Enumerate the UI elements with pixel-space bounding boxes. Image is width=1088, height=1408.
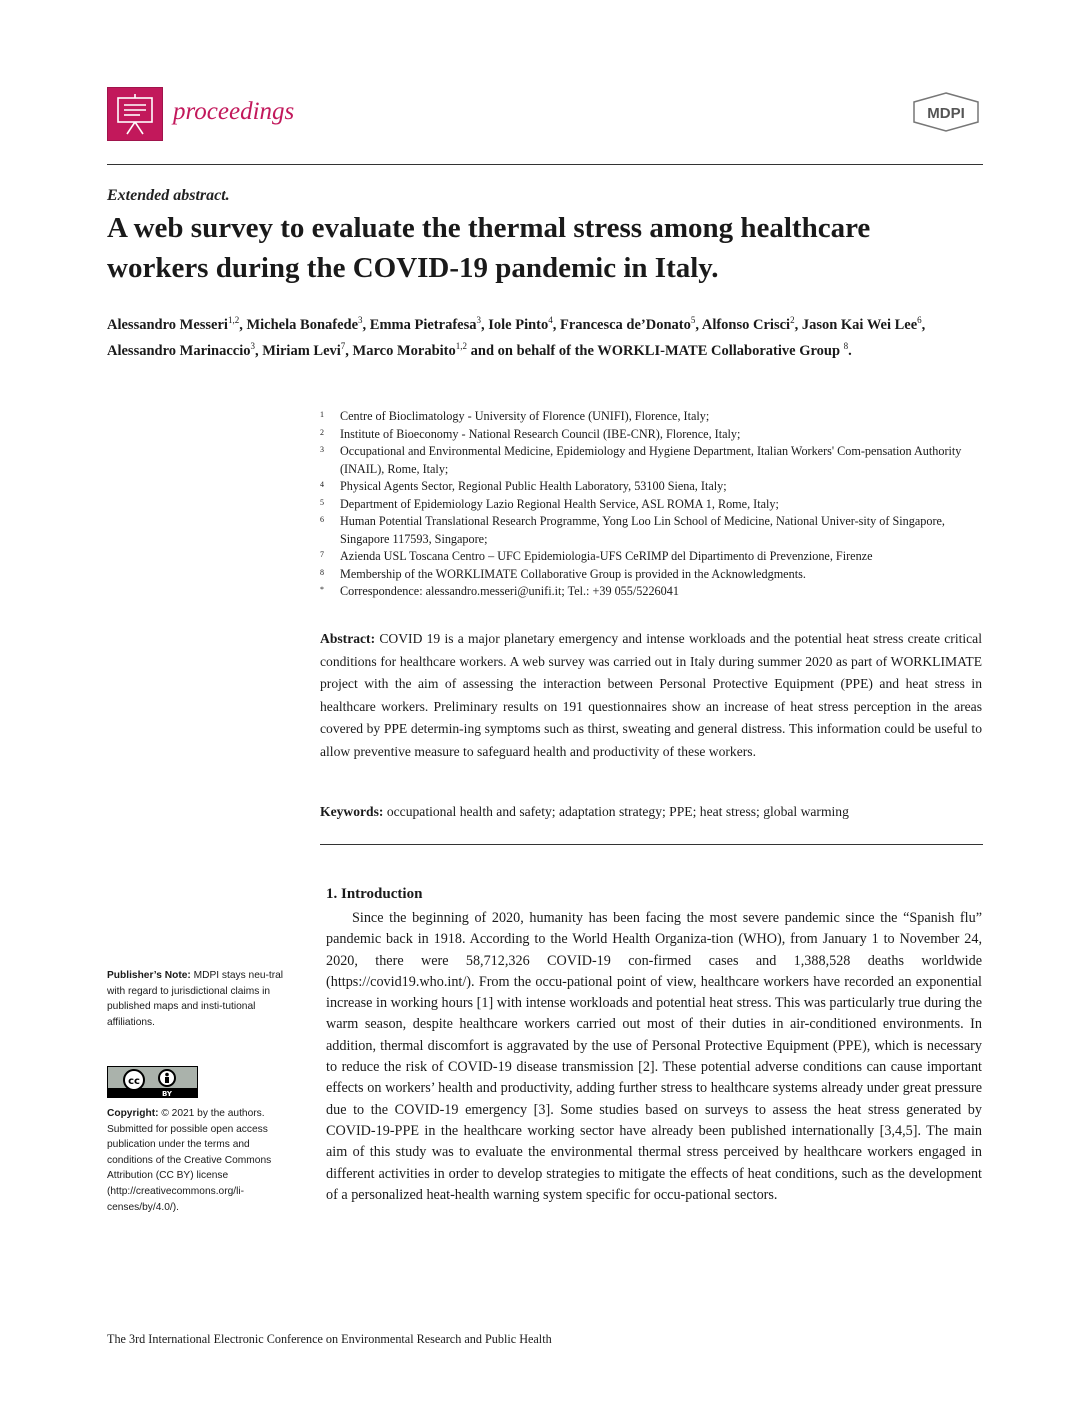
author-affiliation-marker: 4	[548, 315, 553, 325]
presentation-board-icon	[108, 88, 162, 140]
author-affiliation-marker: 2	[790, 315, 795, 325]
author-affiliation-marker: 6	[917, 315, 922, 325]
author-separator: .	[848, 343, 852, 360]
affiliation-text: Human Potential Translational Research Programme, Yong Loo Lin School of Medicine, National Univer-sity of Singapore, Singapore 117593, Singapore;	[340, 514, 945, 546]
mdpi-logo-text: MDPI	[927, 105, 965, 122]
affiliation-number: 3	[320, 445, 324, 454]
author-separator: ,	[794, 316, 802, 333]
affiliation-item	[320, 496, 982, 514]
affiliation-item	[320, 443, 982, 478]
abstract-text: COVID 19 is a major planetary emergency and intense workloads and the potential heat stress create critical conditions for healthcare workers. A web survey was carried out in Italy during summer 2020 as part of WORKLIMATE project with the aim of assessing the interaction between Personal Protective Equipment (PPE) and heat stress in healthcare workers. Preliminary results on 191 questionnaires show an increase of heat stress perception in the areas covered by PPE determin-ing symptoms such as thirst, sweating and general distress. This information could be useful to allow preventive measure to safeguard health and productivity of these workers.	[320, 631, 982, 759]
author-separator: ,	[239, 316, 247, 333]
affiliation-text: Azienda USL Toscana Centro – UFC Epidemiologia-UFS CeRIMP del Dipartimento di Prevenzione, Firenze	[340, 549, 873, 563]
author-name: Alfonso Crisci	[701, 316, 791, 333]
copyright-text: © 2021 by the authors. Submitted for possible open access publication under the terms and conditions of the Creative Commons Attribution (CC BY) license (http://creativecommons.org/li-censes/by/4.0/).	[107, 1108, 272, 1213]
affiliation-number: 6	[320, 515, 324, 524]
affiliation-text: Centre of Bioclimatology - University of Florence (UNIFI), Florence, Italy;	[340, 409, 710, 423]
conference-footer: The 3rd International Electronic Conference on Environmental Research and Public Health	[107, 1332, 552, 1346]
affiliation-item	[320, 548, 982, 566]
mdpi-logo	[912, 92, 980, 132]
author-affiliation-marker: 1,2	[227, 315, 240, 325]
affiliation-text: Occupational and Environmental Medicine, Epidemiology and Hygiene Department, Italian Workers' Com-pensation Authority (INAIL), Rome, Italy;	[340, 444, 962, 476]
publisher-note-text: MDPI stays neu-tral with regard to jurisdictional claims in published maps and insti-tutional affiliations.	[107, 970, 284, 1028]
author-separator: ,	[480, 316, 489, 333]
cc-by-license-badge[interactable]	[107, 1066, 198, 1098]
abstract-label: Abstract:	[320, 631, 376, 646]
affiliation-item	[320, 408, 982, 426]
affiliation-item	[320, 426, 982, 444]
article-type: Extended abstract.	[107, 187, 230, 204]
affiliation-item	[320, 478, 982, 496]
affiliation-text: Institute of Bioeconomy - National Research Council (IBE-CNR), Florence, Italy;	[340, 426, 741, 441]
keywords	[320, 801, 982, 823]
affiliation-number: 4	[320, 480, 324, 489]
svg-text:cc: cc	[128, 1076, 140, 1087]
affiliation-item	[320, 583, 982, 601]
author-affiliation-marker: 3	[476, 315, 481, 325]
author-affiliation-marker: 8	[843, 341, 849, 352]
author-name: Emma Pietrafesa	[369, 316, 477, 333]
author-name: Iole Pinto	[488, 316, 549, 333]
introduction-paragraph: Since the beginning of 2020, humanity has been facing the most severe pandemic since the “Spanish flu” pandemic back in 1918. According to the World Health Organiza-tion (WHO), from January 1 to November 24, 2020, there were 58,712,326 COVID-19 con-firmed cases and 1,388,528 deaths worldwide (https://covid19.who.int/). From the occu-pational point of view, healthcare workers have recorded an exponential increase in working hours [1] with intense workloads and potential heat stress. This was particularly true during the warm season, despite healthcare workers carried out most of their duties in air-conditioned environments. In addition, thermal discomfort is aggravated by the use of Personal Protective Equipment (PPE), which is necessary to reduce the risk of COVID-19 disease transmission [2]. These potential adverse conditions can cause important effects on workers’ health and productivity, adding further stress to healthcare systems already under great pressure due to the COVID-19 emergency [3]. Some studies based on surveys to assess the heat stress generated by COVID-19-PPE in the healthcare working sector have already been published internationally [3,4,5]. The main aim of this study was to evaluate the environmental thermal stress perceived by healthcare workers engaged in different activities in order to develop strategies to mitigate the effects of heat conditions, such as the development of a personalized heat-health warning system specific for occu-pational sectors.	[326, 910, 982, 1203]
affiliation-number: 8	[320, 567, 324, 577]
author-separator: ,	[695, 316, 702, 333]
author-separator: ,	[255, 343, 263, 360]
affiliation-text: Correspondence: alessandro.messeri@unifi.it; Tel.: +39 055/5226041	[340, 584, 679, 598]
abstract-rule	[320, 844, 983, 845]
author-name: Michela Bonafede	[246, 316, 359, 333]
author-separator: ,	[345, 343, 353, 360]
journal-logo	[107, 87, 163, 141]
affiliation-number: 1	[320, 410, 324, 419]
affiliation-number: 7	[320, 550, 324, 559]
publisher-note-label: Publisher’s Note:	[107, 970, 191, 981]
license-badge-text: BY	[161, 1090, 173, 1098]
author-affiliation-marker: 5	[690, 315, 696, 325]
affiliation-item	[320, 513, 982, 548]
author-affiliation-marker: 3	[250, 341, 256, 352]
affiliation-text: Department of Epidemiology Lazio Regional Health Service, ASL ROMA 1, Rome, Italy;	[340, 496, 779, 511]
journal-name: proceedings	[173, 98, 295, 125]
header-rule	[107, 164, 983, 165]
affiliation-number: 2	[320, 427, 324, 437]
author-name: Marco Morabito	[352, 343, 456, 360]
affiliations	[320, 408, 982, 601]
section-heading-introduction: 1. Introduction	[326, 886, 423, 902]
affiliation-text: Physical Agents Sector, Regional Public Health Laboratory, 53100 Siena, Italy;	[340, 479, 727, 493]
author-name: Francesca de’Donato	[560, 316, 691, 333]
author-separator: and on behalf of the WORKLI-MATE Collaborative Group	[467, 343, 844, 360]
keywords-text: occupational health and safety; adaptation strategy; PPE; heat stress; global warming	[386, 804, 849, 819]
author-affiliation-marker: 1,2	[455, 341, 468, 352]
affiliation-number: *	[320, 585, 324, 594]
copyright-label: Copyright:	[107, 1108, 159, 1119]
affiliation-text: Membership of the WORKLIMATE Collaborative Group is provided in the Acknowledgments.	[340, 566, 806, 581]
author-separator: ,	[552, 316, 560, 333]
author-affiliation-marker: 3	[358, 315, 363, 325]
keywords-label: Keywords:	[320, 804, 384, 819]
publisher-note	[107, 968, 293, 1030]
author-separator: ,	[362, 316, 370, 333]
author-name: Miriam Levi	[262, 343, 341, 360]
author-affiliation-marker: 7	[340, 341, 346, 352]
author-name: Alessandro Messeri	[107, 316, 228, 333]
copyright-note	[107, 1106, 293, 1215]
author-separator: ,	[921, 316, 926, 333]
author-name: Alessandro Marinaccio	[107, 343, 251, 360]
affiliation-number: 5	[320, 497, 324, 507]
author-name: Jason Kai Wei Lee	[801, 316, 918, 333]
affiliation-item	[320, 566, 982, 584]
author-list	[107, 310, 983, 363]
abstract	[320, 628, 982, 763]
article-title: A web survey to evaluate the thermal stress among healthcare workers during the COVID-19 pandemic in Italy.	[107, 212, 871, 284]
